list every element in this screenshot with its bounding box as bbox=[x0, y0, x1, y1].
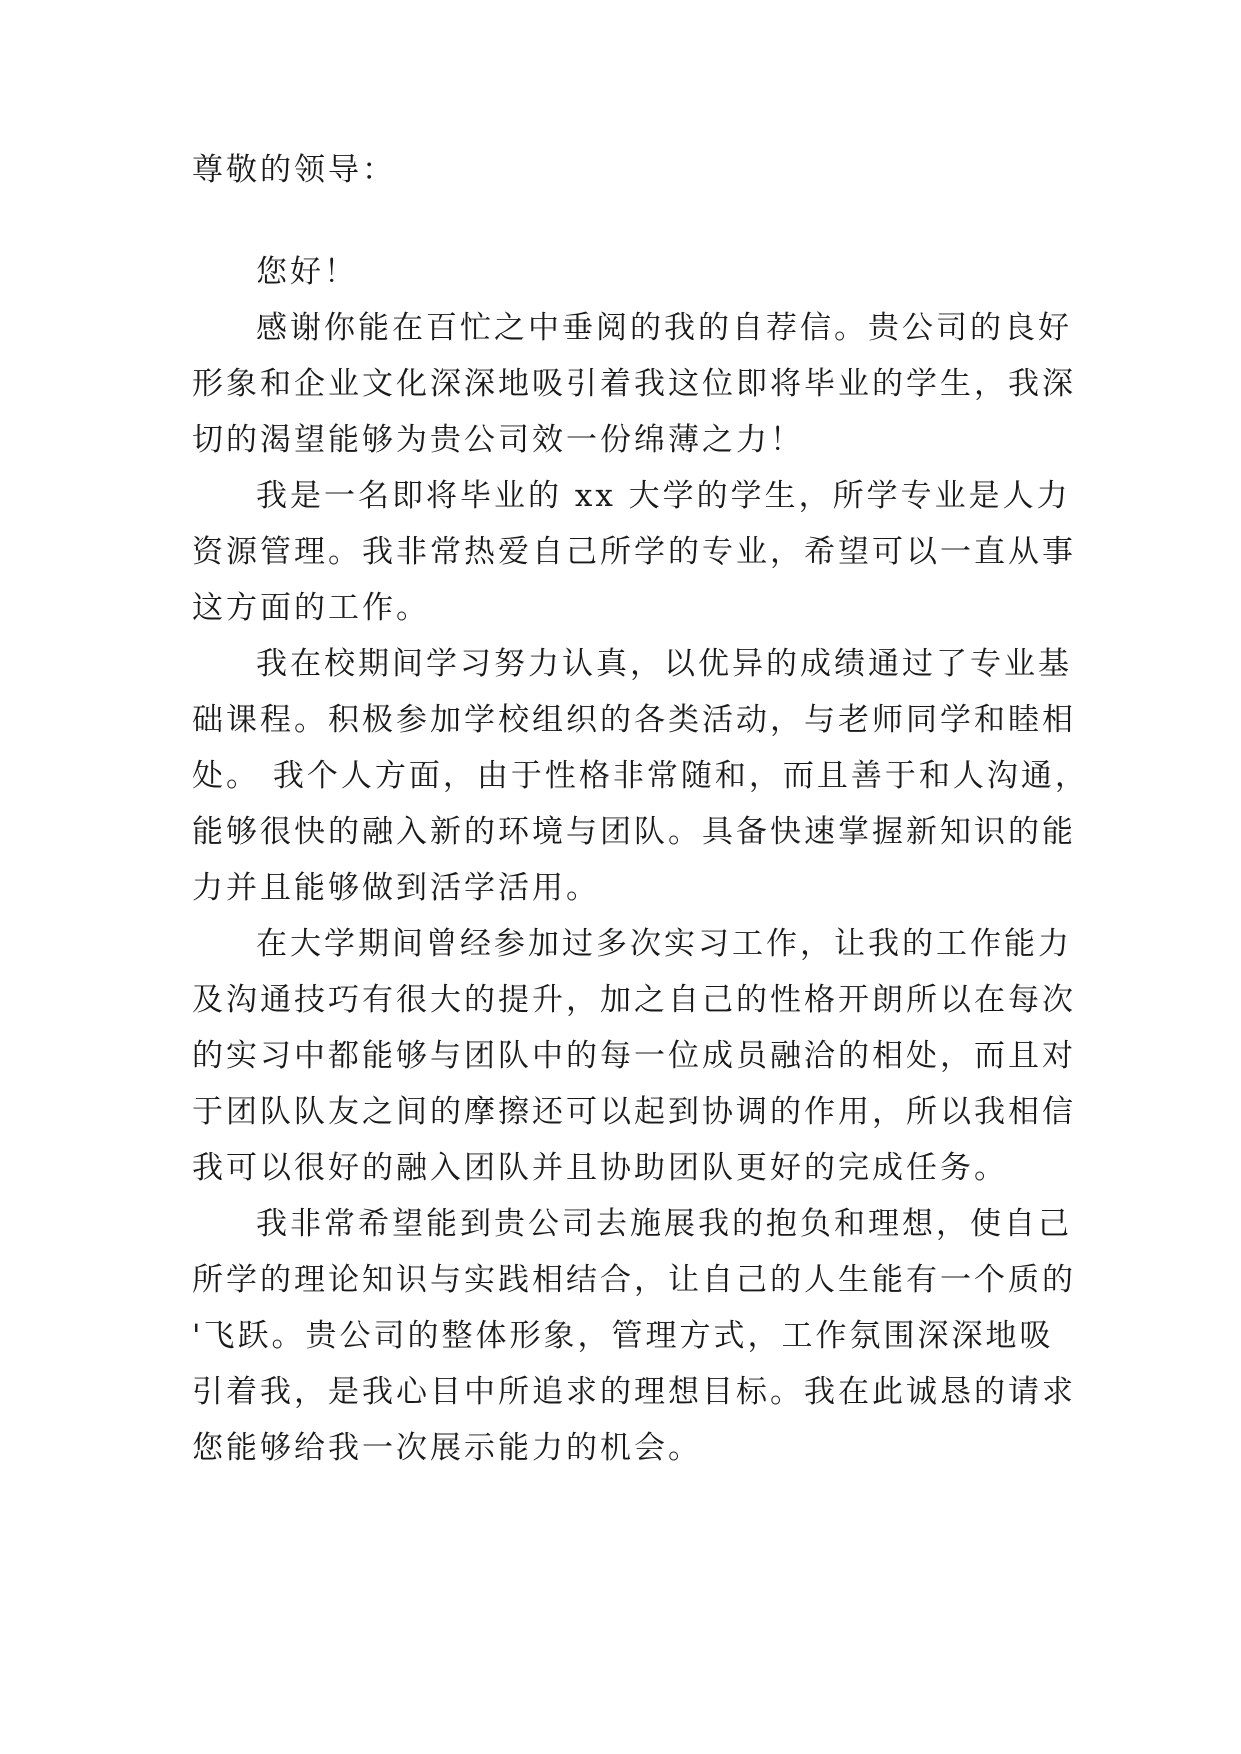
greeting: 您好！ bbox=[256, 254, 358, 290]
paragraph-line: 础课程。积极参加学校组织的各类活动，与老师同学和睦相 bbox=[192, 702, 1076, 738]
paragraph-line: 于团队队友之间的摩擦还可以起到协调的作用，所以我相信 bbox=[192, 1094, 1076, 1130]
paragraph-line: '飞跃。贵公司的整体形象，管理方式，工作氛围深深地吸 bbox=[192, 1318, 1054, 1354]
paragraph-line: 力并且能够做到活学活用。 bbox=[192, 870, 600, 906]
paragraph-line: 能够很快的融入新的环境与团队。具备快速掌握新知识的能 bbox=[192, 814, 1076, 850]
paragraph-line: 及沟通技巧有很大的提升，加之自己的性格开朗所以在每次 bbox=[192, 982, 1076, 1018]
paragraph-line: 引着我，是我心目中所追求的理想目标。我在此诚恳的请求 bbox=[192, 1374, 1076, 1410]
paragraph-line: 在大学期间曾经参加过多次实习工作，让我的工作能力 bbox=[256, 926, 1072, 962]
paragraph-line: 这方面的工作。 bbox=[192, 590, 430, 626]
paragraph-line: 感谢你能在百忙之中垂阅的我的自荐信。贵公司的良好 bbox=[256, 310, 1072, 346]
paragraph-line: 我非常希望能到贵公司去施展我的抱负和理想，使自己 bbox=[256, 1206, 1072, 1242]
paragraph-line: 处。 我个人方面，由于性格非常随和，而且善于和人沟通， bbox=[192, 758, 1089, 794]
paragraph-line: 您能够给我一次展示能力的机会。 bbox=[192, 1430, 702, 1466]
paragraph-line: 的实习中都能够与团队中的每一位成员融洽的相处，而且对 bbox=[192, 1038, 1076, 1074]
paragraph-line: 我是一名即将毕业的 xx 大学的学生，所学专业是人力 bbox=[256, 478, 1071, 514]
paragraph-line: 切的渴望能够为贵公司效一份绵薄之力！ bbox=[192, 422, 804, 458]
paragraph-line: 我可以很好的融入团队并且协助团队更好的完成任务。 bbox=[192, 1150, 1008, 1186]
paragraph-line: 形象和企业文化深深地吸引着我这位即将毕业的学生，我深 bbox=[192, 366, 1076, 402]
paragraph-line: 我在校期间学习努力认真，以优异的成绩通过了专业基 bbox=[256, 646, 1072, 682]
paragraph-line: 资源管理。我非常热爱自己所学的专业，希望可以一直从事 bbox=[192, 534, 1076, 570]
paragraph-line: 所学的理论知识与实践相结合，让自己的人生能有一个质的 bbox=[192, 1262, 1076, 1298]
salutation: 尊敬的领导： bbox=[192, 152, 396, 188]
